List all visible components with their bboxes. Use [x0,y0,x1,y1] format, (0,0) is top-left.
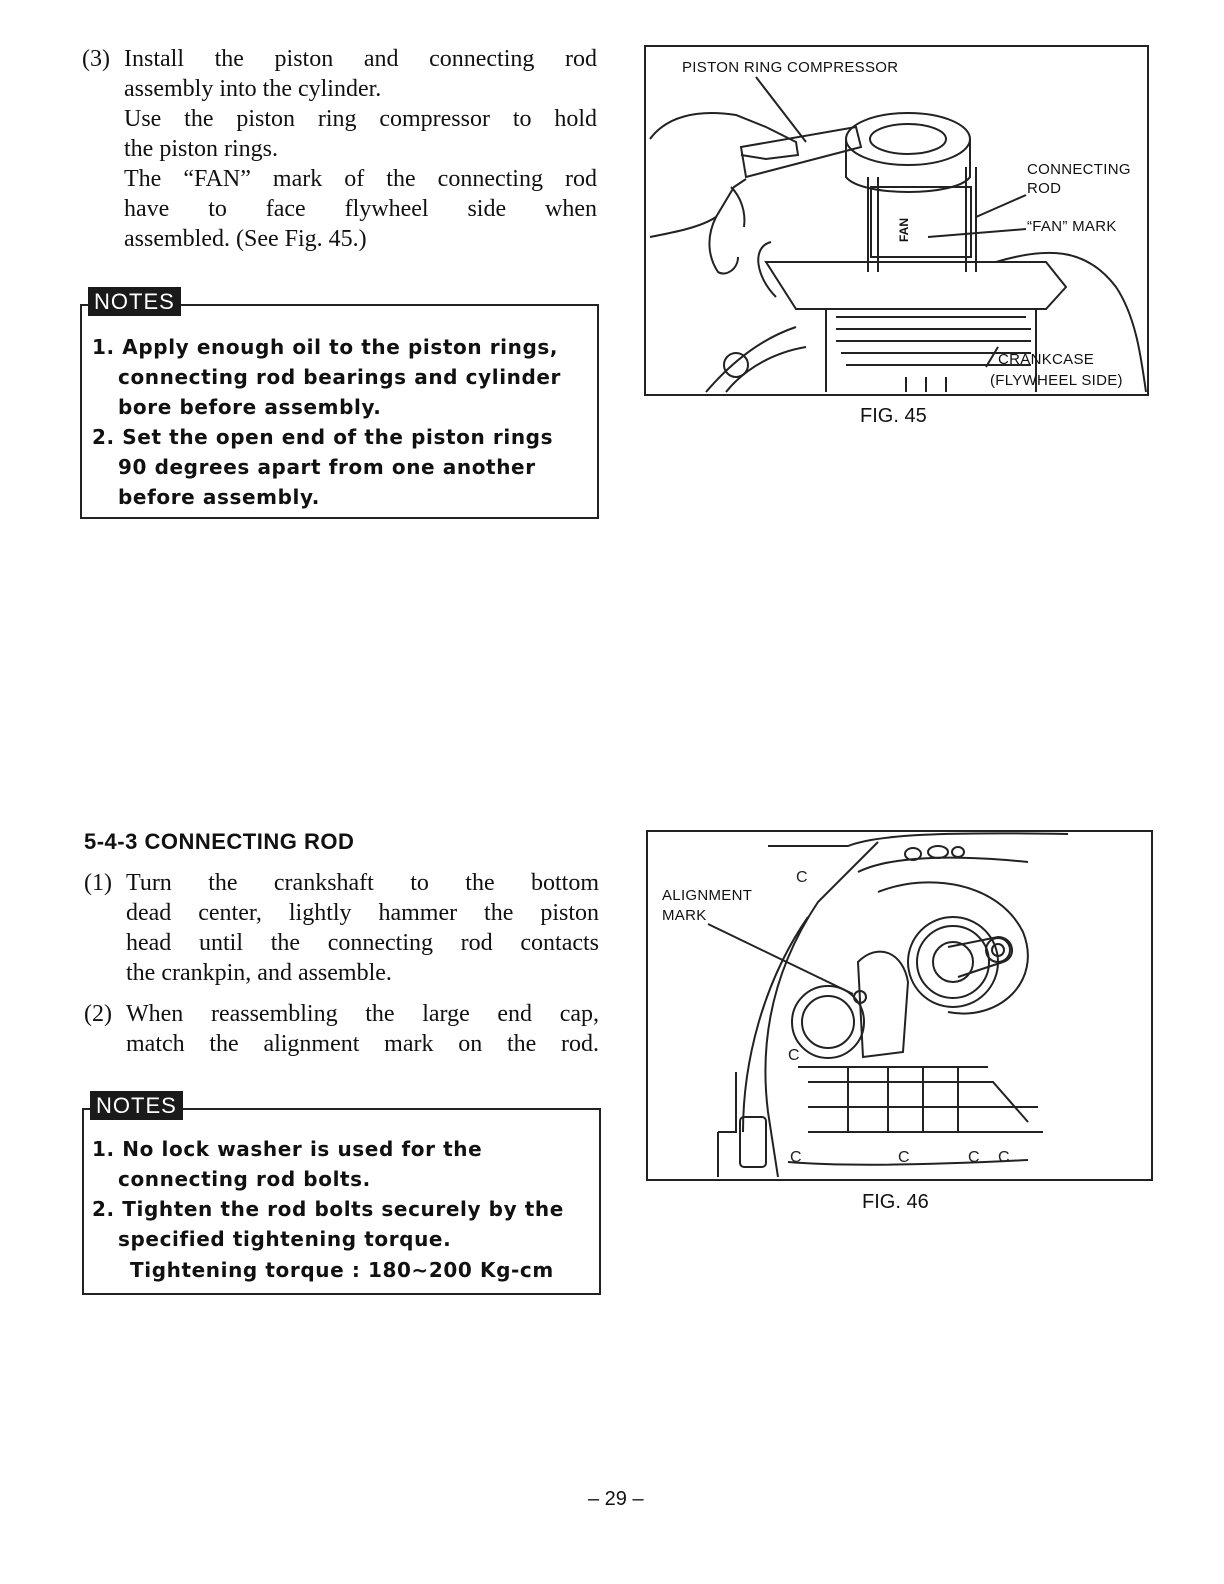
fan-stamp: FAN [897,218,911,242]
figure-45 [644,45,1149,396]
step-1 [84,868,599,988]
step-number: (3) [82,46,110,72]
step-line: When reassembling the large end cap, [126,1001,599,1027]
step-body [126,999,599,1059]
label-connecting-rod-line2: ROD [1027,180,1062,197]
note-line: bore before assembly. [118,395,382,419]
step-3 [82,44,597,259]
step-2 [84,999,599,1059]
step-line: the piston rings. [124,136,278,162]
note-line: 2. Tighten the rod bolts securely by the [92,1197,564,1221]
step-number: (1) [84,870,112,896]
note-line: connecting rod bearings and cylinder [118,365,562,389]
step-line: assembly into the cylinder. [124,76,382,102]
step-line: Use the piston ring compressor to hold [124,106,597,132]
label-alignment-mark-line1: ALIGNMENT [662,887,753,904]
step-line: head until the connecting rod contacts [126,930,599,956]
step-body [126,868,599,988]
connecting-rod-drawing [648,832,1151,1179]
step-line: Turn the crankshaft to the bottom [126,870,599,896]
notes-tag: NOTES [90,1091,183,1120]
section-heading: 5-4-3 CONNECTING ROD [84,829,355,854]
step-line: assembled. (See Fig. 45.) [124,226,367,252]
note-line: specified tightening torque. [118,1227,452,1251]
step-line: the crankpin, and assemble. [126,960,392,986]
label-fan-mark: “FAN” MARK [1027,218,1117,235]
step-line: match the alignment mark on the rod. [126,1031,599,1057]
label-crankcase-line2: (FLYWHEEL SIDE) [990,372,1123,389]
note-line: connecting rod bolts. [118,1167,371,1191]
note-line: 2. Set the open end of the piston rings [92,425,554,449]
note-line: 90 degrees apart from one another [118,455,536,479]
fig46-mark-c5: C [968,1149,980,1166]
figure-45-caption: FIG. 45 [860,405,927,427]
step-body [124,44,597,254]
label-connecting-rod-line1: CONNECTING [1027,161,1131,178]
fig46-mark-c6: C [998,1149,1010,1166]
figure-46-caption: FIG. 46 [862,1191,929,1213]
page-number: – 29 – [588,1488,644,1510]
step-number: (2) [84,1001,112,1027]
step-line: dead center, lightly hammer the piston [126,900,599,926]
step-line: Install the piston and connecting rod [124,46,597,72]
label-piston-ring-compressor: PISTON RING COMPRESSOR [682,59,899,76]
label-crankcase-line1: CRANKCASE [998,351,1095,368]
notes-tag: NOTES [88,287,181,316]
note-line: before assembly. [118,485,320,509]
step-line: The “FAN” mark of the connecting rod [124,166,597,192]
note-line: 1. No lock washer is used for the [92,1137,483,1161]
fig46-mark-c2: C [788,1047,800,1064]
step-line: have to face flywheel side when [124,196,597,222]
note-line: Tightening torque : 180∼200 Kg-cm [130,1258,554,1282]
note-line: 1. Apply enough oil to the piston rings, [92,335,559,359]
label-alignment-mark-line2: MARK [662,907,707,924]
fig46-mark-c3: C [790,1149,802,1166]
fig46-mark-c4: C [898,1149,910,1166]
fig46-mark-c1: C [796,869,808,886]
figure-46 [646,830,1153,1181]
